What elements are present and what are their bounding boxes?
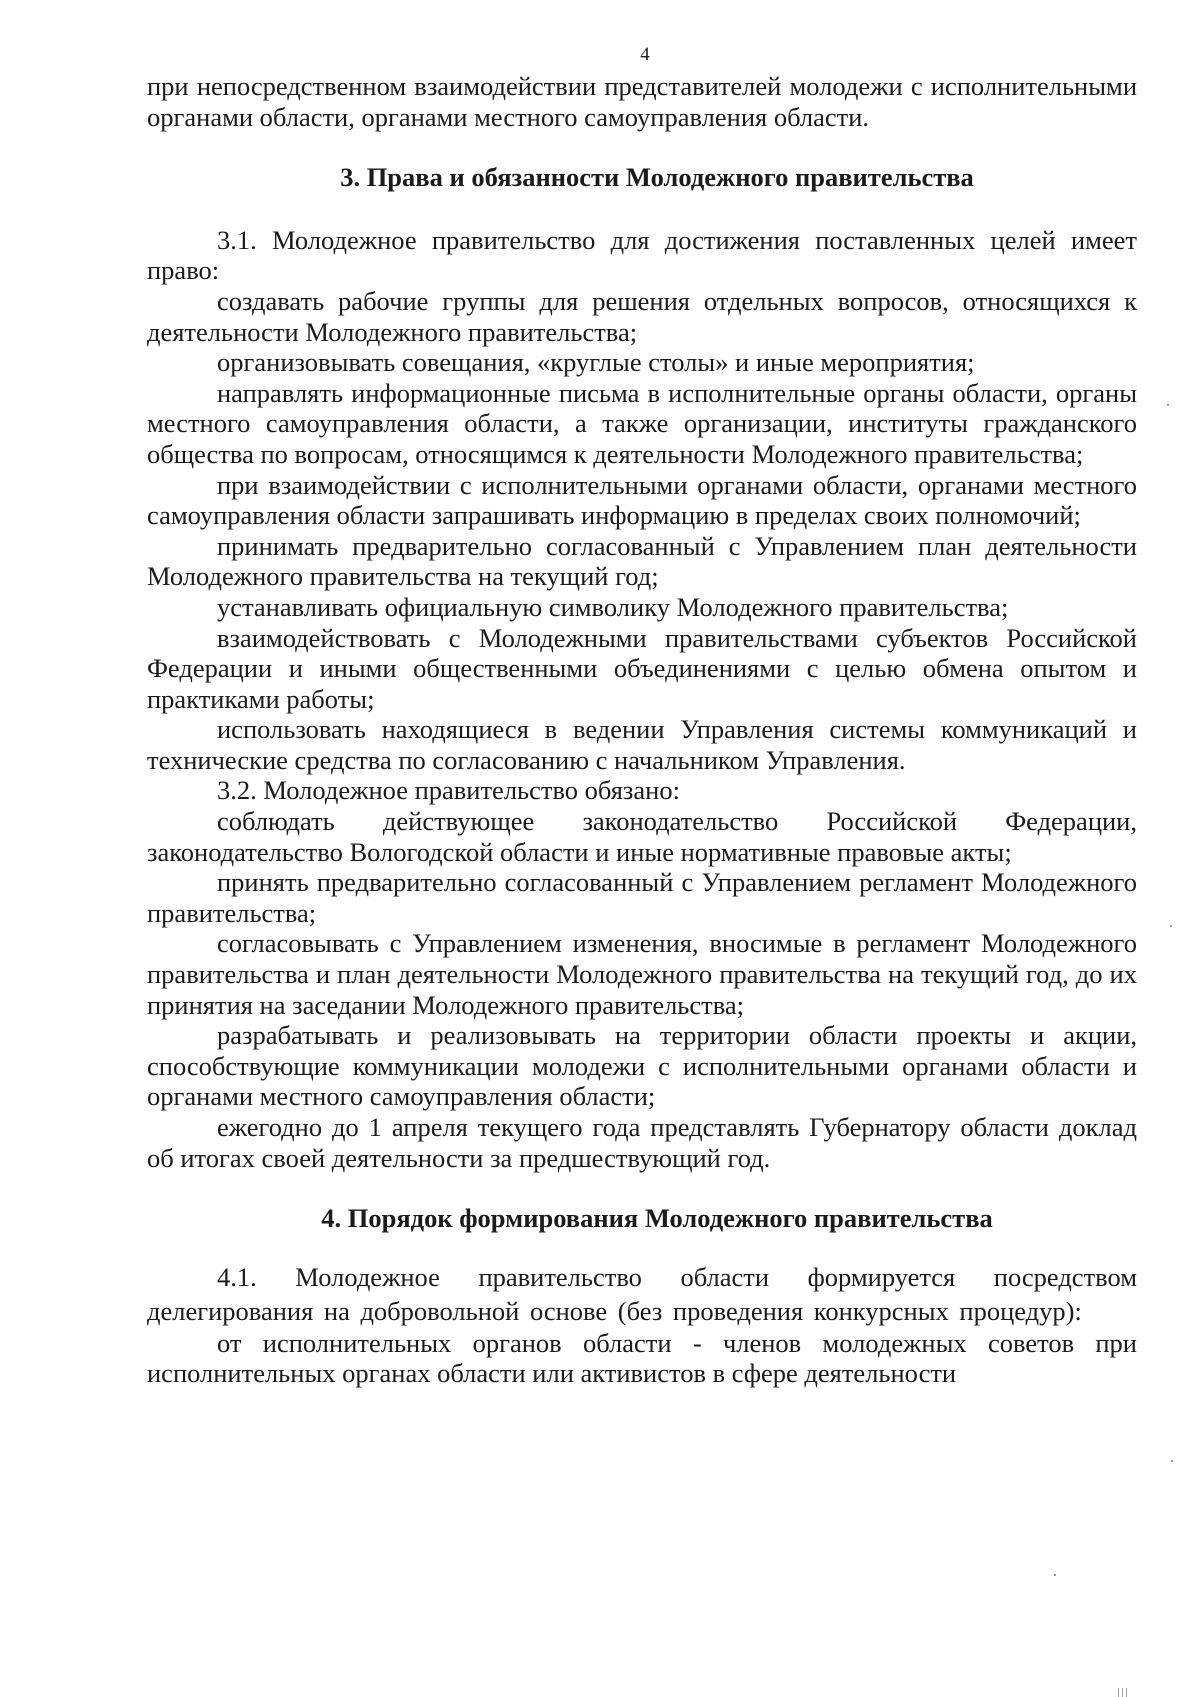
scan-speck — [1122, 1688, 1123, 1697]
right-item: взаимодействовать с Молодежными правительствами субъектов Российской Федерации и иными общественными объединениями с целью обмена опытом и практиками работы; — [147, 622, 1137, 714]
page-number: 4 — [640, 44, 650, 65]
clause-4-1: 4.1. Молодежное правительство области формируется посредством делегирования на добровольной основе (без проведения конкурсных процедур): — [147, 1261, 1137, 1326]
scan-speck — [1126, 1688, 1127, 1697]
right-item: организовывать совещания, «круглые столы» и иные мероприятия; — [217, 347, 975, 378]
duty-item: ежегодно до 1 апреля текущего года представлять Губернатору области доклад об итогах своей деятельности за предшествующий год. — [147, 1112, 1137, 1173]
right-item: создавать рабочие группы для решения отдельных вопросов, относящихся к деятельности Молодежного правительства; — [147, 285, 1137, 347]
scan-speck — [1118, 1688, 1119, 1697]
scan-speck — [1170, 925, 1172, 927]
duty-item: согласовывать с Управлением изменения, вносимые в регламент Молодежного правительства и план деятельности Молодежного правительства на текущий год, до их принятия на заседании Молодежного правительства; — [147, 928, 1137, 1020]
section-4-heading: 4. Порядок формирования Молодежного правительства — [321, 1203, 993, 1234]
document-body — [147, 71, 1137, 1389]
scan-speck — [1054, 1574, 1056, 1576]
duty-item: принять предварительно согласованный с Управлением регламент Молодежного правительства; — [147, 867, 1137, 928]
section-3-heading: 3. Права и обязанности Молодежного правительства — [340, 162, 974, 193]
right-item: использовать находящиеся в ведении Управления системы коммуникаций и технические средства по согласованию с начальником Управления. — [147, 714, 1137, 775]
right-item: направлять информационные письма в исполнительные органы области, органы местного самоуправления области, а также организации, институты гражданского общества по вопросам, относящимся к деятельности Молодежного правительства; — [147, 377, 1137, 469]
clause-4-1-item: от исполнительных органов области - членов молодежных советов при исполнительных органах области или активистов в сфере деятельности — [147, 1327, 1137, 1389]
clause-3-1: 3.1. Молодежное правительство для достижения поставленных целей имеет право: — [147, 224, 1137, 286]
duty-item: соблюдать действующее законодательство Российской Федерации, законодательство Вологодской области и иные нормативные правовые акты; — [147, 806, 1137, 867]
scan-speck — [1171, 1460, 1173, 1462]
scan-speck — [1167, 404, 1169, 406]
clause-3-2: 3.2. Молодежное правительство обязано: — [217, 775, 680, 806]
right-item: при взаимодействии с исполнительными органами области, органами местного самоуправления области запрашивать информацию в пределах своих полномочий; — [147, 469, 1137, 531]
intro-paragraph: при непосредственном взаимодействии представителей молодежи с исполнительными органами области, органами местного самоуправления области. — [147, 71, 1137, 132]
right-item: устанавливать официальную символику Молодежного правительства; — [217, 591, 1009, 622]
duty-item: разрабатывать и реализовывать на территории области проекты и акции, способствующие коммуникации молодежи с исполнительными органами области и органами местного самоуправления области; — [147, 1020, 1137, 1112]
right-item: принимать предварительно согласованный с Управлением план деятельности Молодежного правительства на текущий год; — [147, 530, 1137, 592]
